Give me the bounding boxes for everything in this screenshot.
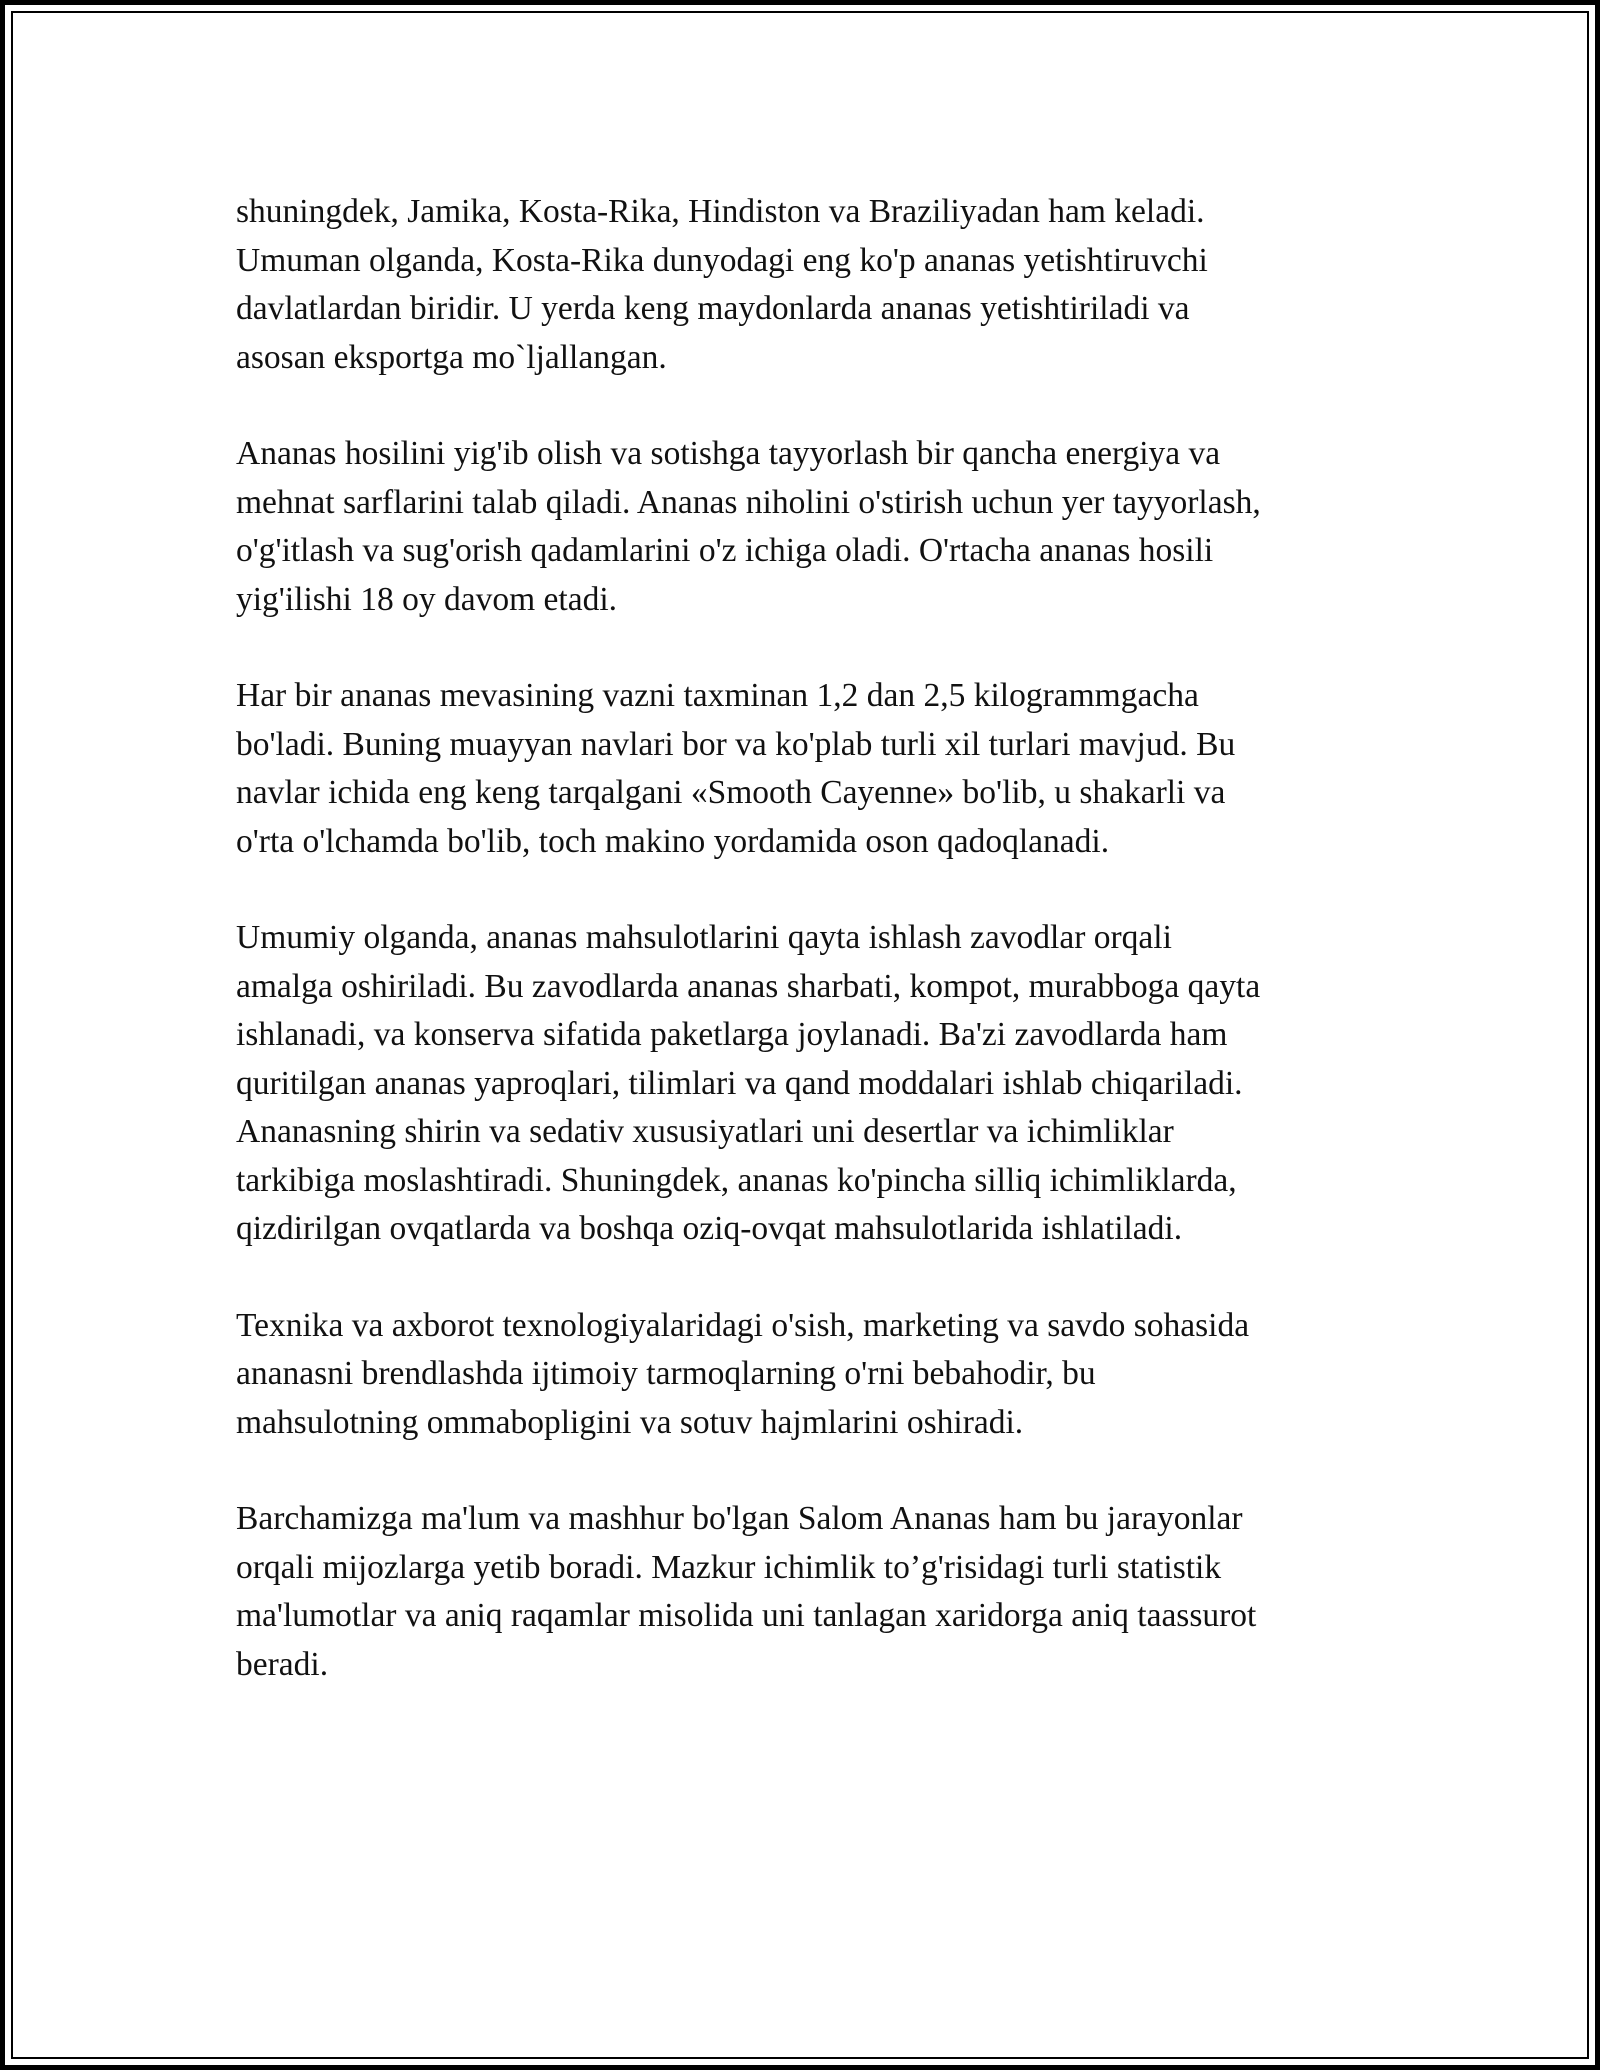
document-body: [236, 188, 1366, 1737]
paragraph-1: shuningdek, Jamika, Kosta-Rika, Hindiston va Braziliyadan ham keladi. Umuman olganda, Kosta-Rika dunyodagi eng ko'p ananas yetishtiruvchi davlatlardan biridir. U yerda keng maydonlarda ananas yetishtiriladi va asosan eksportga mo`ljallangan.: [236, 193, 1208, 376]
paragraph-6: Barchamizga ma'lum va mashhur bo'lgan Salom Ananas ham bu jarayonlar orqali mijozlarga yetib boradi. Mazkur ichimlik to’g'risidagi turli statistik ma'lumotlar va aniq raqamlar misolida uni tanlagan xaridorga aniq taassurot beradi.: [236, 1500, 1257, 1683]
paragraph-5: Texnika va axborot texnologiyalaridagi o'sish, marketing va savdo sohasida ananasni brendlashda ijtimoiy tarmoqlarning o'rni bebahodir, bu mahsulotning ommabopligini va sotuv hajmlarini oshiradi.: [236, 1306, 1250, 1441]
paragraph-3: Har bir ananas mevasining vazni taxminan 1,2 dan 2,5 kilogrammgacha bo'ladi. Buning muayyan navlari bor va ko'plab turli xil turlari mavjud. Bu navlar ichida eng keng tarqalgani «Smooth Cayenne» bo'lib, u shakarli va o'rta o'lchamda bo'lib, toch makino yordamida oson qadoqlanadi.: [236, 677, 1236, 860]
paragraph-2: Ananas hosilini yig'ib olish va sotishga tayyorlash bir qancha energiya va mehnat sarflarini talab qiladi. Ananas niholini o'stirish uchun yer tayyorlash, o'g'itlash va sug'orish qadamlarini o'z ichiga oladi. O'rtacha ananas hosili yig'ilishi 18 oy davom etadi.: [236, 435, 1261, 618]
paragraph-4: Umumiy olganda, ananas mahsulotlarini qayta ishlash zavodlar orqali amalga oshiriladi. Bu zavodlarda ananas sharbati, kompot, murabboga qayta ishlanadi, va konserva sifatida paketlarga joylanadi. Ba'zi zavodlarda ham quritilgan ananas yaproqlari, tilimlari va qand moddalari ishlab chiqariladi. Ananasning shirin va sedativ xususiyatlari uni desertlar va ichimliklar tarkibiga moslashtiradi. Shuningdek, ananas ko'pincha silliq ichimliklarda, qizdirilgan ovqatlarda va boshqa oziq-ovqat mahsulotlarida ishlatiladi.: [236, 919, 1261, 1247]
